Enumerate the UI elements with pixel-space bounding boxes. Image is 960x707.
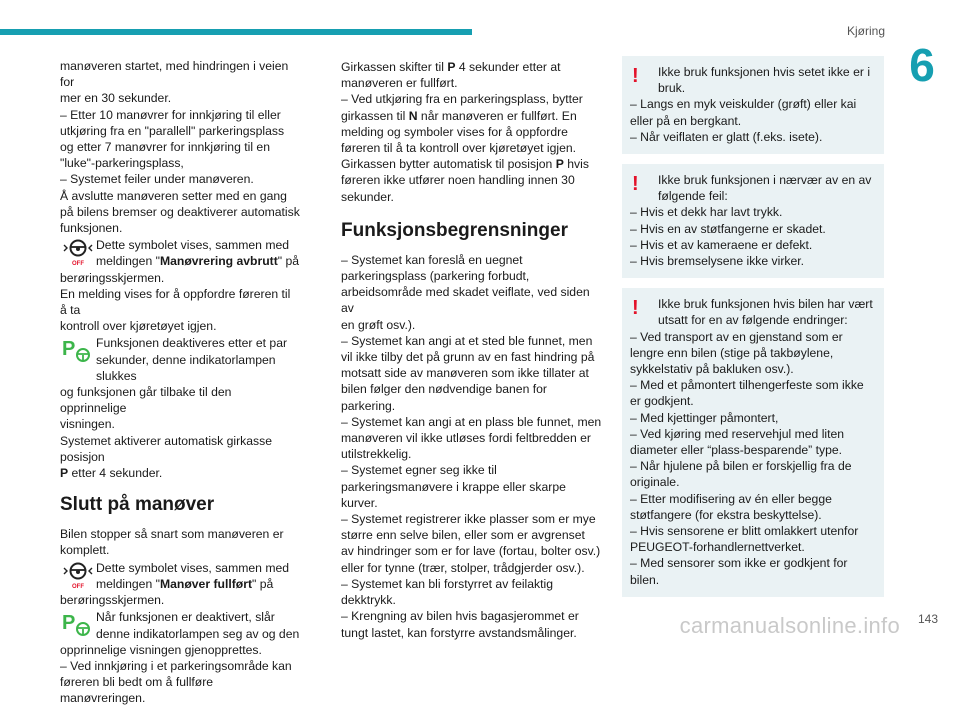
text-line: funksjonen. (60, 221, 123, 236)
end-paragraph (60, 526, 300, 558)
park-indicator-block-2 (60, 609, 300, 641)
list-item: – Når veiflaten er glatt (f.eks. isete). (630, 129, 823, 144)
warning-2-items (630, 204, 876, 269)
exclamation-warning-icon: ! (632, 173, 639, 196)
list-item: parkeringsplass (parkering forbudt, (341, 269, 530, 284)
list-item: en grøft osv.). (341, 317, 416, 332)
text-line: En melding vises for å oppfordre føreren til å ta (60, 286, 291, 318)
park-indicator-block-1 (60, 335, 300, 384)
column-3 (622, 56, 884, 607)
text-line: Systemet aktiverer automatisk girkasse posisjon (60, 433, 273, 464)
c2-l7a: Girkassen bytter automatisk til posisjon (341, 157, 556, 172)
list-item: – Systemet kan bli forstyrret av feilaktig (341, 576, 554, 591)
warning-2-heading: Ikke bruk funksjonen i nærvær av en av følgende feil: (658, 173, 872, 204)
warning-1-heading: Ikke bruk funksjonen hvis setet ikke er i bruk. (658, 65, 871, 96)
list-item: motsatt side av manøveren som ikke tillater at (341, 366, 589, 381)
chapter-number: 6 (909, 39, 935, 91)
list-item: PEUGEOT-forhandlernettverket. (630, 540, 805, 555)
text-line: – Etter 10 manøvrer for innkjøring til eller (60, 107, 281, 122)
text-line: og etter 7 manøvrer for innkjøring til en (60, 140, 270, 155)
sym1-text-b: " på (277, 254, 300, 269)
text-line: utkjøring fra en "parallell" parkeringsplass (60, 123, 285, 138)
limitations-list (341, 252, 603, 641)
column-1 (60, 58, 300, 707)
c2-line1 (341, 59, 603, 75)
list-item: er godkjent. (630, 394, 694, 409)
c2-l1b: P (447, 60, 456, 74)
c2-l7b: P (555, 157, 564, 172)
list-item: – Ved kjøring med reservehjul med liten (630, 426, 845, 441)
text-line: Bilen stopper så snart som manøveren er (60, 527, 284, 542)
page-number: 143 (917, 612, 938, 626)
column-2 (341, 59, 603, 641)
header-accent-bar (0, 29, 472, 35)
list-item: – Hvis et dekk har lavt trykk. (630, 205, 783, 220)
list-item: sykkelstativ på bakluken osv.). (630, 362, 794, 377)
sym2-continuation: berøringsskjermen. (60, 593, 165, 608)
sym2-text-b: " på (252, 576, 274, 591)
heading-limitations: Funksjonsbegrensninger (341, 219, 568, 241)
list-item: – Systemet egner seg ikke til (341, 463, 497, 478)
text-line: føreren bli bedt om å fullføre manøvreringen. (60, 675, 214, 706)
list-item: – Systemet registrerer ikke plasser som er mye (341, 512, 596, 527)
list-item: dekktrykk. (341, 593, 396, 608)
park-assist-p-icon (60, 609, 96, 639)
list-item: – Ved transport av en gjenstand som er (630, 329, 843, 344)
heading-end-maneuver: Slutt på manøver (60, 494, 215, 516)
list-item: – Systemet kan angi at et sted ble funnet, men (341, 333, 593, 348)
svg-text:OFF: OFF (72, 583, 84, 590)
sym1-continuation: berøringsskjermen. (60, 270, 165, 285)
warning-box-2 (622, 164, 884, 278)
list-item: – Med kjettinger påmontert, (630, 410, 779, 425)
steering-wheel-off-icon (60, 237, 96, 267)
list-item: – Systemet kan angi at en plass ble funnet, men (341, 414, 602, 429)
list-item: – Hvis bremselysene ikke virker. (630, 254, 805, 269)
list-item: manøveren vil ikke utløses fordi feltbredden er (341, 431, 591, 446)
list-item: utilstrekkelig. (341, 447, 412, 462)
c2-line4 (341, 108, 603, 124)
list-item: parkeringsmanøvere i krappe eller skarpe kurver. (341, 479, 566, 510)
list-item: diameter eller “plass-besparende” type. (630, 443, 843, 458)
warning-box-3 (622, 288, 884, 597)
text-line: og funksjonen går tilbake til den opprinnelige (60, 385, 232, 416)
final-paragraph (60, 642, 300, 707)
list-item: eller på en bergkant. (630, 113, 742, 128)
c2-line9: sekunder. (341, 189, 394, 204)
text-line: Å avslutte manøveren setter med en gang (60, 188, 287, 203)
c2-line8: føreren ikke utfører noen handling innen 30 (341, 173, 575, 188)
steering-wheel-off-icon (60, 560, 96, 590)
text-line: kontroll over kjøretøyet igjen. (60, 319, 217, 334)
steering-symbol-block (60, 237, 300, 269)
list-item: av hindringer som er for lave (fortau, bolter osv.) (341, 544, 601, 559)
list-item: – Hvis et av kameraene er defekt. (630, 237, 813, 252)
list-item: lengre enn bilen (stige på takbøylene, (630, 345, 834, 360)
c2-l4b: N (408, 108, 418, 123)
c2-l7c: hvis (563, 157, 589, 172)
text-line: opprinnelige visningen gjenopprettes. (60, 642, 262, 657)
watermark: carmanualsonline.info (679, 613, 900, 638)
after-park1 (60, 384, 300, 465)
warning-box-1 (622, 56, 884, 154)
gear-p-tail: etter 4 sekunder. (68, 466, 163, 481)
list-item: originale. (630, 475, 680, 490)
svg-text:P: P (62, 612, 76, 635)
gear-p-bold: P (60, 466, 69, 481)
c2-line5: melding og symboler vises for å oppfordre (341, 124, 568, 139)
park2-text: Når funksjonen er deaktivert, slår denne indikatorlampen seg av og den (96, 610, 300, 641)
c2-line2: manøveren er fullført. (341, 76, 458, 91)
list-item: – Systemet kan foreslå en uegnet (341, 252, 523, 267)
text-line: visningen. (60, 417, 115, 432)
c2-l4c: når manøveren er fullført. En (417, 108, 577, 123)
list-item: tungt lastet, kan forstyrre avstandsmålinger. (341, 625, 577, 640)
text-line: – Systemet feiler under manøveren. (60, 172, 254, 187)
steering-symbol-block-2 (60, 560, 300, 592)
list-item: – Når hjulene på bilen er forskjellig fra de (630, 459, 852, 474)
list-item: støtfangere (for ekstra beskyttelse). (630, 507, 822, 522)
c2-l1a: Girkassen skifter til (341, 60, 448, 74)
warning-3-heading: Ikke bruk funksjonen hvis bilen har vært utsatt for en av følgende endringer: (658, 297, 873, 328)
c2-line6: føreren til å ta kontroll over kjøretøyet igjen. (341, 141, 577, 156)
list-item: – Krengning av bilen hvis bagasjerommet er (341, 609, 579, 624)
text-line: mer en 30 sekunder. (60, 91, 172, 106)
intro-paragraph (60, 58, 300, 236)
c2-line3: – Ved utkjøring fra en parkeringsplass, bytter (341, 92, 583, 107)
list-item: større enn selve bilen, eller som er avgrenset (341, 528, 585, 543)
warning-1-items (630, 96, 876, 145)
text-line: – Ved innkjøring i et parkeringsområde kan (60, 658, 292, 673)
list-item: – Langs en myk veiskulder (grøft) eller kai (630, 97, 857, 112)
sym2-text-a: Dette symbolet vises, sammen med meldingen " (96, 560, 290, 591)
text-line: på bilens bremser og deaktiverer automatisk (60, 204, 300, 219)
svg-text:P: P (62, 338, 76, 361)
text-line: "luke"-parkeringsplass, (60, 156, 184, 171)
list-item: bilen følger den nødvendige banen for parkering. (341, 382, 547, 413)
sym2-bold: Manøver fullført (159, 576, 253, 591)
after-sym1 (60, 286, 300, 335)
sym1-text-a: Dette symbolet vises, sammen med meldingen " (96, 238, 290, 269)
warning-3-items (630, 329, 876, 588)
list-item: – Med et påmontert tilhengerfeste som ikke (630, 378, 864, 393)
text-line: komplett. (60, 543, 110, 558)
gear-p-line (60, 465, 300, 481)
list-item: – Hvis sensorene er blitt omlakkert utenfor (630, 524, 859, 539)
park-assist-p-icon (60, 335, 96, 365)
c2-line7 (341, 156, 603, 172)
c2-l1c: 4 sekunder etter at (455, 60, 561, 74)
list-item: – Med sensorer som ikke er godkjent for (630, 556, 848, 571)
sym1-bold: Manøvrering avbrutt (159, 254, 278, 269)
list-item: – Etter modifisering av én eller begge (630, 491, 832, 506)
exclamation-warning-icon: ! (632, 297, 639, 320)
list-item: eller for tynne (trær, stolper, trådgjerder osv.). (341, 560, 585, 575)
list-item: – Hvis en av støtfangerne er skadet. (630, 221, 826, 236)
park1-text: Funksjonen deaktiveres etter et par sekunder, denne indikatorlampen slukkes (96, 336, 288, 383)
text-line: manøveren startet, med hindringen i veien for (60, 59, 289, 90)
c2-l4a: girkassen til (341, 108, 409, 123)
exclamation-warning-icon: ! (632, 65, 639, 87)
section-title: Kjøring (846, 24, 885, 38)
list-item: vil ikke tilby det på grunn av en fast hindring på (341, 350, 595, 365)
list-item: arbeidsområde med skadet veiflate, ved siden av (341, 285, 590, 316)
svg-text:OFF: OFF (72, 261, 84, 268)
list-item: bilen. (630, 572, 660, 587)
